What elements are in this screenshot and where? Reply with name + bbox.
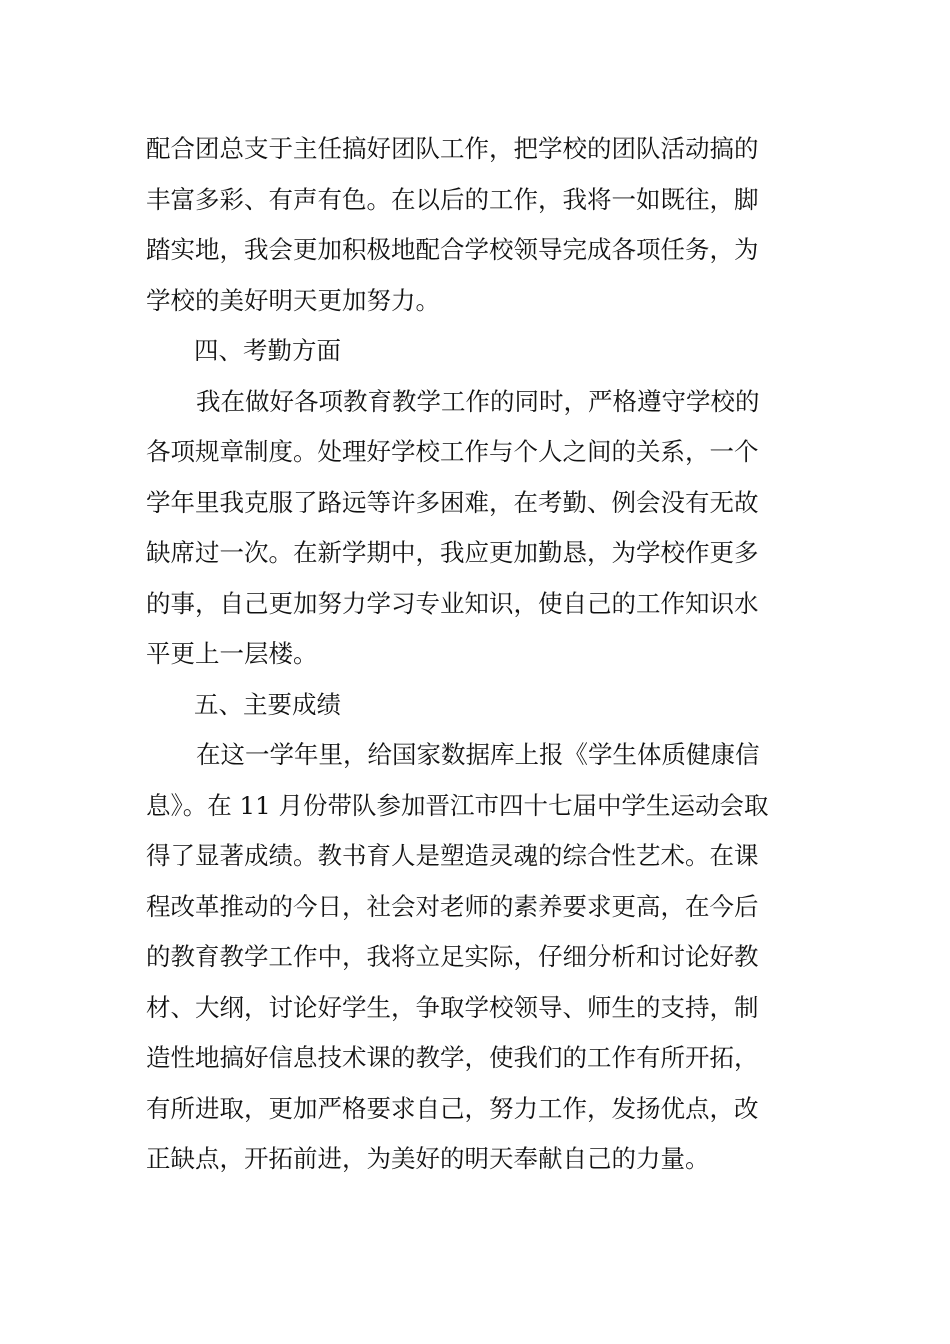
- text-line: 缺席过一次。在新学期中，我应更加勤恳，为学校作更多: [146, 538, 759, 567]
- text-line: 有所进取，更加严格要求自己，努力工作，发扬优点，改: [146, 1093, 759, 1123]
- section-heading-text: 四、考勤方面: [194, 336, 341, 365]
- text-line: 程改革推动的今日，社会对老师的素养要求更高，在今后: [146, 891, 759, 921]
- section-heading-attendance: [146, 326, 816, 377]
- text-line: 各项规章制度。处理好学校工作与个人之间的关系，一个: [146, 437, 759, 466]
- text-line: 我在做好各项教育教学工作的同时，严格遵守学校的: [196, 386, 760, 416]
- text-line: 配合团总支于主任搞好团队工作，把学校的团队活动搞的: [146, 134, 759, 163]
- text-line: 材、大纲，讨论好学生，争取学校领导、师生的支持，制: [146, 992, 759, 1022]
- text-line: 的教育教学工作中，我将立足实际，仔细分析和讨论好教: [146, 942, 759, 971]
- paragraph-attendance: [146, 377, 816, 680]
- text-line: 息》。在 11 月份带队参加晋江市四十七届中学生运动会取: [146, 790, 769, 820]
- text-line: 丰富多彩、有声有色。在以后的工作，我将一如既往，脚: [146, 184, 759, 214]
- paragraph-continued: [146, 124, 816, 326]
- document-body: [146, 124, 816, 1185]
- text-line: 学校的美好明天更加努力。: [146, 285, 440, 315]
- text-line: 平更上一层楼。: [146, 639, 318, 668]
- text-line: 在这一学年里，给国家数据库上报《学生体质健康信: [196, 740, 760, 769]
- text-line: 正缺点，开拓前进，为美好的明天奉献自己的力量。: [146, 1144, 710, 1173]
- section-heading-text: 五、主要成绩: [194, 689, 341, 719]
- paragraph-achievements: [146, 730, 816, 1185]
- section-heading-achievements: [146, 680, 816, 731]
- text-line: 踏实地，我会更加积极地配合学校领导完成各项任务，为: [146, 235, 759, 264]
- text-line: 学年里我克服了路远等许多困难，在考勤、例会没有无故: [146, 487, 759, 517]
- text-line: 的事，自己更加努力学习专业知识，使自己的工作知识水: [146, 588, 759, 618]
- text-line: 得了显著成绩。教书育人是塑造灵魂的综合性艺术。在课: [146, 841, 759, 870]
- text-line: 造性地搞好信息技术课的教学，使我们的工作有所开拓，: [146, 1043, 759, 1072]
